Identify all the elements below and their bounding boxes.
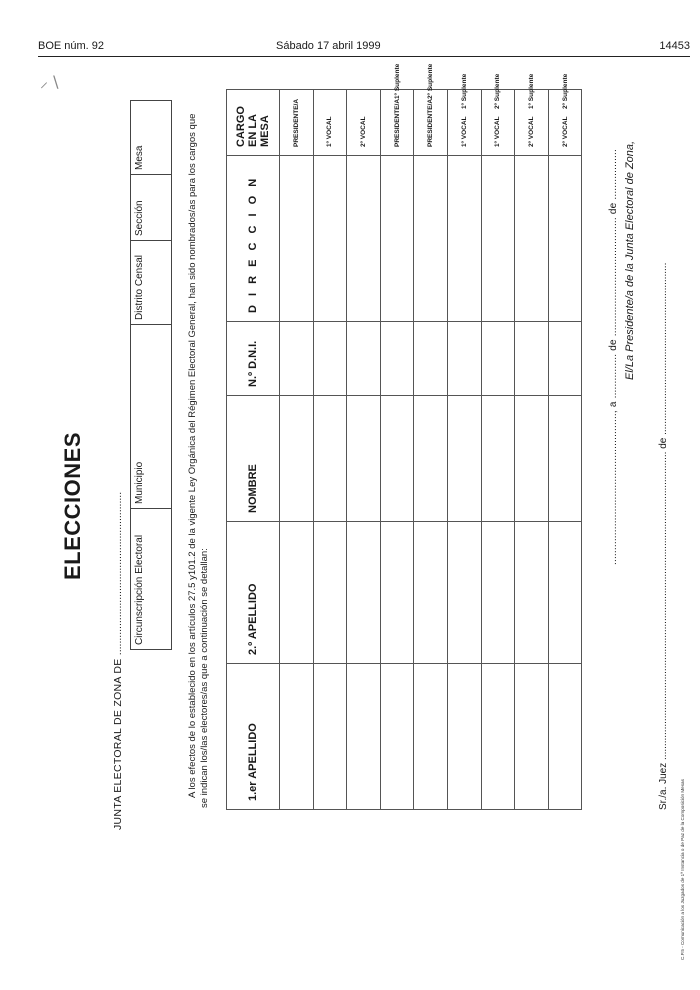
cell-apellido2[interactable]	[313, 522, 347, 664]
cell-apellido1[interactable]	[515, 664, 549, 810]
cell-dni[interactable]	[380, 322, 414, 396]
field-mesa[interactable]: Mesa	[131, 101, 171, 175]
cargo-suplente: 2º Suplente	[427, 63, 435, 99]
cargo-suplente: 1º Suplente	[527, 73, 535, 109]
cell-apellido1[interactable]	[481, 664, 515, 810]
cell-nombre[interactable]	[447, 396, 481, 522]
handwritten-mark: ⸝ \	[40, 72, 59, 91]
cell-apellido1[interactable]	[380, 664, 414, 810]
page-number: 14453	[659, 40, 690, 52]
col-apellido2: 2.º APELLIDO	[227, 522, 280, 664]
cargo-cell	[380, 63, 414, 156]
cell-direccion[interactable]	[380, 156, 414, 322]
table-row	[414, 90, 448, 810]
cell-dni[interactable]	[548, 322, 582, 396]
cargo-cell	[313, 90, 347, 156]
cell-nombre[interactable]	[280, 396, 314, 522]
cargo-cell	[347, 90, 381, 156]
place-date-line: ..................................................., a ............... de ........................................ de .................	[608, 149, 619, 565]
table-row	[481, 90, 515, 810]
cell-apellido1[interactable]	[447, 664, 481, 810]
cell-nombre[interactable]	[313, 396, 347, 522]
intro-line-1: A los efectos de lo establecido en los artículos 27.5 y101.2 de la vigente Ley Orgánica del Régimen Electoral General, han sido nombrados/as para los cargos que	[187, 113, 198, 798]
cell-direccion[interactable]	[548, 156, 582, 322]
cell-nombre[interactable]	[380, 396, 414, 522]
cargo-cell	[414, 63, 448, 156]
cell-nombre[interactable]	[347, 396, 381, 522]
form-code-footer: C.P.5 - Comunicación a los Juzgados de 1ª Instancia o de Paz de la Composición Mesas	[680, 779, 685, 960]
field-circunscripcion[interactable]: Circunscripción Electoral	[134, 534, 145, 645]
col-apellido1: 1.er APELLIDO	[227, 664, 280, 810]
junta-label: JUNTA ELECTORAL DE ZONA DE	[112, 658, 124, 830]
journal-issue: BOE núm. 92	[38, 40, 105, 52]
cargo-cell	[447, 73, 481, 156]
header-box	[130, 100, 172, 650]
cargo-cell	[481, 73, 515, 156]
cell-apellido2[interactable]	[447, 522, 481, 664]
col-cargo: CARGO EN LA MESA	[227, 90, 280, 156]
cargo-suplente: 2º Suplente	[561, 73, 569, 109]
col-dni: N.º D.N.I.	[227, 322, 280, 396]
cargo-cell	[548, 73, 582, 156]
cargo-suplente: 1º Suplente	[393, 63, 401, 99]
members-table	[226, 63, 582, 810]
rotated-form	[30, 63, 690, 980]
intro-line-2: se indican los/las electores/as que a continuación se detallan:	[199, 548, 210, 808]
junta-dots: ........................................................	[112, 491, 124, 656]
table-row	[380, 90, 414, 810]
cell-apellido1[interactable]	[414, 664, 448, 810]
cell-direccion[interactable]	[347, 156, 381, 322]
cell-dni[interactable]	[280, 322, 314, 396]
cell-nombre[interactable]	[515, 396, 549, 522]
cell-nombre[interactable]	[481, 396, 515, 522]
cargo-role: 2º VOCAL	[561, 116, 569, 147]
publication-date: Sábado 17 abril 1999	[276, 40, 381, 52]
cell-apellido1[interactable]	[280, 664, 314, 810]
table-row	[347, 90, 381, 810]
cell-dni[interactable]	[481, 322, 515, 396]
cell-apellido1[interactable]	[313, 664, 347, 810]
cell-dni[interactable]	[515, 322, 549, 396]
cargo-suplente: 1º Suplente	[460, 73, 468, 109]
cell-nombre[interactable]	[548, 396, 582, 522]
table-row	[548, 90, 582, 810]
cargo-role: 2º VOCAL	[359, 116, 367, 147]
cargo-cell	[515, 73, 549, 156]
cargo-role: PRESIDENTE/A	[393, 98, 401, 147]
cell-apellido1[interactable]	[548, 664, 582, 810]
table-row	[313, 90, 347, 810]
form-title: ELECCIONES	[60, 431, 85, 580]
cell-apellido2[interactable]	[414, 522, 448, 664]
col-direccion: D I R E C C I O N	[227, 156, 280, 322]
cell-nombre[interactable]	[414, 396, 448, 522]
field-seccion[interactable]: Sección	[131, 175, 171, 241]
field-distrito[interactable]: Distrito Censal	[131, 241, 171, 325]
cargo-role: PRESIDENTE/A	[427, 98, 435, 147]
junta-line	[112, 492, 124, 830]
cell-apellido2[interactable]	[515, 522, 549, 664]
cell-apellido2[interactable]	[380, 522, 414, 664]
cargo-role: PRESIDENTE/A	[292, 98, 300, 147]
cell-direccion[interactable]	[447, 156, 481, 322]
cell-apellido2[interactable]	[280, 522, 314, 664]
judge-line: Sr./a. Juez ............................................................................................................... de ..............................................................	[658, 262, 669, 810]
cell-dni[interactable]	[347, 322, 381, 396]
running-header	[38, 40, 690, 57]
intro-text	[187, 108, 211, 808]
table-row	[515, 90, 549, 810]
cargo-suplente: 2º Suplente	[494, 73, 502, 109]
col-nombre: NOMBRE	[227, 396, 280, 522]
cargo-role: 1º VOCAL	[326, 116, 334, 147]
cell-direccion[interactable]	[280, 156, 314, 322]
cargo-cell	[280, 90, 314, 156]
table-row	[280, 90, 314, 810]
cargo-role: 1º VOCAL	[460, 116, 468, 147]
cell-dni[interactable]	[447, 322, 481, 396]
field-municipio[interactable]: Municipio	[131, 325, 171, 509]
cell-direccion[interactable]	[414, 156, 448, 322]
cell-apellido2[interactable]	[481, 522, 515, 664]
table-row	[447, 90, 481, 810]
cell-apellido1[interactable]	[347, 664, 381, 810]
cell-apellido2[interactable]	[347, 522, 381, 664]
cargo-role: 2º VOCAL	[527, 116, 535, 147]
cell-dni[interactable]	[414, 322, 448, 396]
cell-direccion[interactable]	[515, 156, 549, 322]
cargo-role: 1º VOCAL	[494, 116, 502, 147]
signature-caption: El/La Presidente/a de la Junta Electoral de Zona,	[624, 140, 636, 380]
cell-dni[interactable]	[313, 322, 347, 396]
cell-direccion[interactable]	[481, 156, 515, 322]
cell-apellido2[interactable]	[548, 522, 582, 664]
cell-direccion[interactable]	[313, 156, 347, 322]
